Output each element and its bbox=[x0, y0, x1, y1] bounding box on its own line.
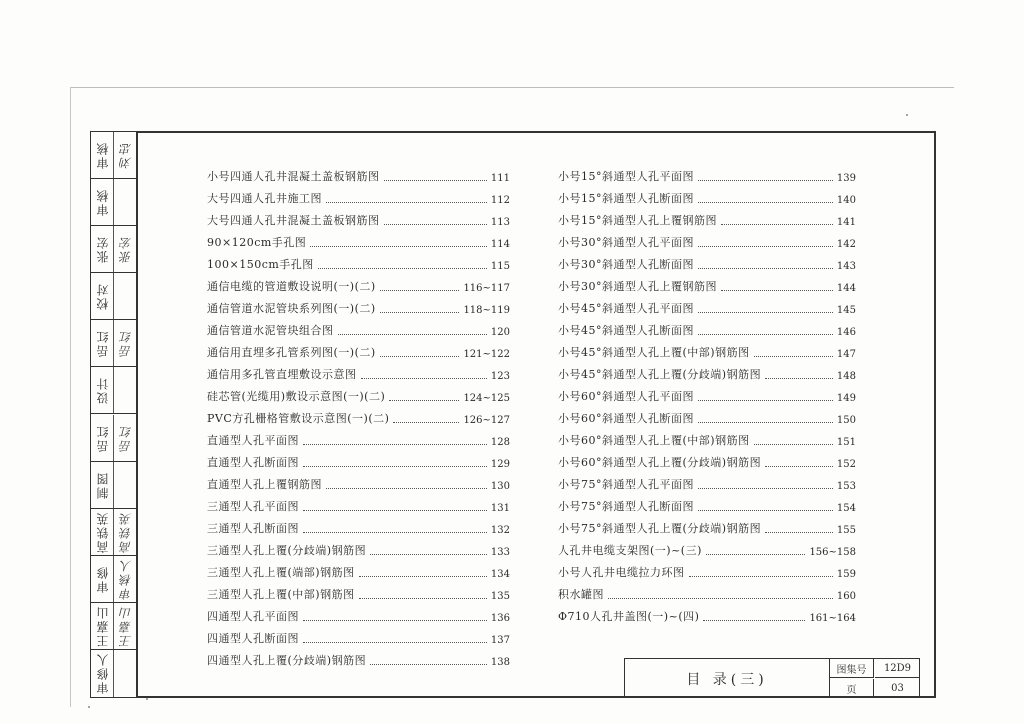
entry-page: 149 bbox=[836, 393, 856, 404]
toc-right-entry bbox=[558, 492, 856, 514]
leader-dots bbox=[698, 312, 833, 313]
approval-signature bbox=[114, 273, 136, 319]
entry-page: 150 bbox=[836, 415, 856, 426]
entry-title: 100×150cm手孔图 bbox=[207, 258, 314, 271]
approval-cell bbox=[91, 462, 137, 509]
entry-title: 小号60°斜通型人孔断面图 bbox=[558, 412, 694, 425]
approval-signature-text: 高铁英 bbox=[118, 510, 133, 553]
leader-dots bbox=[698, 180, 833, 181]
toc-left-entry bbox=[207, 426, 510, 448]
entry-page: 154 bbox=[836, 503, 856, 514]
entry-page: 146 bbox=[836, 327, 856, 338]
toc-left-entry bbox=[207, 206, 510, 228]
scan-speck bbox=[88, 706, 90, 708]
leader-dots bbox=[326, 202, 487, 203]
toc-right-entry bbox=[558, 316, 856, 338]
entry-title: 四通型人孔上覆(分歧端)钢筋图 bbox=[207, 654, 367, 667]
leader-dots bbox=[754, 356, 833, 357]
entry-page: 155 bbox=[836, 525, 856, 536]
sheet-left-edge bbox=[70, 87, 71, 707]
entry-page: 126~127 bbox=[463, 415, 510, 426]
leader-dots bbox=[765, 378, 833, 379]
approval-cell bbox=[91, 415, 137, 462]
toc-left-entry bbox=[207, 294, 510, 316]
entry-page: 129 bbox=[490, 459, 510, 470]
leader-dots bbox=[318, 268, 487, 269]
toc-left-entry bbox=[207, 404, 510, 426]
entry-title: 直通型人孔平面图 bbox=[207, 434, 299, 447]
approval-cell bbox=[91, 273, 137, 320]
entry-title: 小号60°斜通型人孔平面图 bbox=[558, 390, 694, 403]
page-label: 页 bbox=[830, 679, 874, 698]
toc-left-entry bbox=[207, 448, 510, 470]
approval-signature-text: 岳红 bbox=[118, 423, 133, 452]
approval-role bbox=[91, 603, 114, 649]
entry-page: 121~122 bbox=[463, 349, 510, 360]
entry-title: 通信用直埋多孔管系列图(一)(二) bbox=[207, 346, 376, 359]
toc-left-entry bbox=[207, 624, 510, 646]
approval-role bbox=[91, 273, 114, 319]
approval-role-text: 张宏 bbox=[95, 235, 110, 264]
leader-dots bbox=[393, 422, 459, 423]
entry-page: 115 bbox=[490, 261, 510, 272]
leader-dots bbox=[689, 576, 833, 577]
entry-title: 四通型人孔断面图 bbox=[207, 632, 299, 645]
entry-title: 小号45°斜通型人孔上覆(中部)钢筋图 bbox=[558, 346, 750, 359]
entry-page: 151 bbox=[836, 437, 856, 448]
entry-page: 142 bbox=[836, 239, 856, 250]
approval-cell bbox=[91, 367, 137, 414]
approval-role-text: 高铁英 bbox=[95, 510, 110, 553]
toc-right-entry bbox=[558, 602, 856, 624]
approval-role bbox=[91, 650, 114, 697]
toc-left-entry bbox=[207, 646, 510, 668]
entry-title: 通信管道水泥管块系列图(一)(二) bbox=[207, 302, 376, 315]
entry-title: 大号四通人孔井混凝土盖板钢筋图 bbox=[207, 214, 380, 227]
approval-cell bbox=[91, 132, 137, 179]
toc-left-entry bbox=[207, 382, 510, 404]
entry-page: 130 bbox=[490, 481, 510, 492]
toc-right-entry bbox=[558, 272, 856, 294]
approval-role bbox=[91, 462, 114, 508]
entry-page: 133 bbox=[490, 547, 510, 558]
entry-title: 通信用多孔管直埋敷设示意图 bbox=[207, 368, 357, 381]
entry-page: 137 bbox=[490, 635, 510, 646]
entry-page: 147 bbox=[836, 349, 856, 360]
leader-dots bbox=[389, 400, 459, 401]
entry-page: 120 bbox=[490, 327, 510, 338]
toc-right-entry bbox=[558, 470, 856, 492]
entry-title: 小号15°斜通型人孔上覆钢筋图 bbox=[558, 214, 717, 227]
entry-page: 118~119 bbox=[463, 305, 510, 316]
entry-page: 131 bbox=[490, 503, 510, 514]
approval-role bbox=[91, 415, 114, 461]
approval-signature bbox=[114, 367, 136, 413]
entry-page: 161~164 bbox=[809, 613, 856, 624]
approval-role-text: 审修人 bbox=[95, 652, 110, 695]
leader-dots bbox=[310, 246, 487, 247]
entry-title: 三通型人孔断面图 bbox=[207, 522, 299, 535]
entry-page: 132 bbox=[490, 525, 510, 536]
leader-dots bbox=[338, 334, 487, 335]
toc-right-entry bbox=[558, 250, 856, 272]
leader-dots bbox=[370, 664, 487, 665]
toc-right-entry bbox=[558, 206, 856, 228]
approval-role bbox=[91, 556, 114, 602]
leader-dots bbox=[384, 224, 487, 225]
approval-signature-text: 刘忠 bbox=[118, 141, 133, 170]
entry-title: 直通型人孔断面图 bbox=[207, 456, 299, 469]
approval-cell bbox=[91, 603, 137, 650]
toc-left-entry bbox=[207, 360, 510, 382]
approval-signature bbox=[114, 462, 136, 508]
approval-signature-text: 审核人 bbox=[118, 557, 133, 600]
entry-page: 116~117 bbox=[463, 283, 510, 294]
entry-page: 136 bbox=[490, 613, 510, 624]
scan-speck bbox=[146, 698, 148, 700]
entry-page: 141 bbox=[836, 217, 856, 228]
toc-right-entry bbox=[558, 536, 856, 558]
leader-dots bbox=[698, 334, 833, 335]
toc-right-entry bbox=[558, 558, 856, 580]
toc-right-entry bbox=[558, 404, 856, 426]
entry-page: 145 bbox=[836, 305, 856, 316]
toc-right-entry bbox=[558, 448, 856, 470]
sheet-top-edge bbox=[70, 87, 954, 88]
toc-right-entry bbox=[558, 294, 856, 316]
entry-title: 通信管道水泥管块组合图 bbox=[207, 324, 334, 337]
toc-left-entry bbox=[207, 250, 510, 272]
entry-title: 小号15°斜通型人孔平面图 bbox=[558, 170, 694, 183]
leader-dots bbox=[303, 642, 487, 643]
toc-left-entry bbox=[207, 558, 510, 580]
entry-page: 134 bbox=[490, 569, 510, 580]
entry-title: 小号30°斜通型人孔上覆钢筋图 bbox=[558, 280, 717, 293]
leader-dots bbox=[698, 268, 833, 269]
toc-left-entry bbox=[207, 492, 510, 514]
leader-dots bbox=[370, 554, 487, 555]
toc-left-entry bbox=[207, 162, 510, 184]
entry-title: 小号30°斜通型人孔平面图 bbox=[558, 236, 694, 249]
toc-left-entry bbox=[207, 602, 510, 624]
toc-left-entry bbox=[207, 580, 510, 602]
approval-role-text: 制图 bbox=[95, 470, 110, 499]
leader-dots bbox=[380, 356, 460, 357]
toc-left-entry bbox=[207, 272, 510, 294]
approval-cell bbox=[91, 509, 137, 556]
leader-dots bbox=[384, 180, 487, 181]
entry-title: 大号四通人孔井施工图 bbox=[207, 192, 322, 205]
leader-dots bbox=[361, 378, 487, 379]
toc-right-entry bbox=[558, 580, 856, 602]
entry-title: 90×120cm手孔图 bbox=[207, 236, 307, 249]
toc-right-entry bbox=[558, 426, 856, 448]
approval-role-text: 设计 bbox=[95, 376, 110, 405]
toc-left-entry bbox=[207, 536, 510, 558]
entry-title: 小号60°斜通型人孔上覆(分歧端)钢筋图 bbox=[558, 456, 762, 469]
approval-role bbox=[91, 226, 114, 272]
toc-left-entry bbox=[207, 514, 510, 536]
leader-dots bbox=[698, 400, 833, 401]
approval-column bbox=[90, 131, 138, 698]
approval-role-text: 岳红 bbox=[95, 423, 110, 452]
approval-role-text: 王嘉山 bbox=[95, 604, 110, 647]
toc-left-entry bbox=[207, 316, 510, 338]
entry-title: 小号四通人孔井混凝土盖板钢筋图 bbox=[207, 170, 380, 183]
entry-title: 小号45°斜通型人孔断面图 bbox=[558, 324, 694, 337]
leader-dots bbox=[359, 598, 487, 599]
entry-title: 人孔井电缆支架图(一)~(三) bbox=[558, 544, 702, 557]
leader-dots bbox=[698, 488, 833, 489]
approval-signature bbox=[114, 179, 136, 225]
entry-title: 硅芯管(光缆用)敷设示意图(一)(二) bbox=[207, 390, 386, 403]
leader-dots bbox=[703, 620, 805, 621]
approval-signature bbox=[114, 320, 136, 366]
approval-role bbox=[91, 367, 114, 413]
atlas-number-label: 图集号 bbox=[830, 659, 874, 678]
leader-dots bbox=[706, 554, 806, 555]
entry-page: 160 bbox=[836, 591, 856, 602]
toc-left-entry bbox=[207, 228, 510, 250]
entry-title: 三通型人孔上覆(分歧端)钢筋图 bbox=[207, 544, 367, 557]
entry-page: 111 bbox=[490, 173, 510, 184]
entry-title: 三通型人孔上覆(端部)钢筋图 bbox=[207, 566, 355, 579]
approval-role bbox=[91, 179, 114, 225]
leader-dots bbox=[303, 510, 487, 511]
leader-dots bbox=[608, 598, 833, 599]
entry-title: 通信电缆的管道敷设说明(一)(二) bbox=[207, 280, 376, 293]
entry-title: Φ710人孔井盖图(一)~(四) bbox=[558, 610, 700, 623]
toc-left-entry bbox=[207, 184, 510, 206]
toc-right-entry bbox=[558, 382, 856, 404]
entry-page: 123 bbox=[490, 371, 510, 382]
approval-role-text: 校对 bbox=[95, 282, 110, 311]
entry-page: 112 bbox=[490, 195, 510, 206]
leader-dots bbox=[303, 444, 487, 445]
approval-signature-text: 王嘉山 bbox=[118, 604, 133, 647]
approval-role bbox=[91, 509, 114, 555]
approval-signature bbox=[114, 132, 136, 178]
approval-cell bbox=[91, 650, 137, 697]
toc-right-entry bbox=[558, 228, 856, 250]
leader-dots bbox=[380, 312, 460, 313]
leader-dots bbox=[303, 620, 487, 621]
approval-signature bbox=[114, 226, 136, 272]
approval-signature bbox=[114, 509, 136, 555]
entry-title: PVC方孔栅格管敷设示意图(一)(二) bbox=[207, 412, 390, 425]
toc-right-entry bbox=[558, 360, 856, 382]
leader-dots bbox=[326, 488, 487, 489]
approval-signature bbox=[114, 603, 136, 649]
entry-title: 三通型人孔上覆(中部)钢筋图 bbox=[207, 588, 355, 601]
entry-title: 小号人孔井电缆拉力环图 bbox=[558, 566, 685, 579]
entry-title: 积水罐图 bbox=[558, 588, 604, 601]
entry-page: 156~158 bbox=[809, 547, 856, 558]
entry-page: 124~125 bbox=[463, 393, 510, 404]
toc-right-entry bbox=[558, 514, 856, 536]
title-block bbox=[624, 658, 920, 698]
entry-title: 小号60°斜通型人孔上覆(中部)钢筋图 bbox=[558, 434, 750, 447]
entry-page: 114 bbox=[490, 239, 510, 250]
leader-dots bbox=[303, 466, 487, 467]
leader-dots bbox=[721, 224, 833, 225]
entry-page: 143 bbox=[836, 261, 856, 272]
leader-dots bbox=[754, 444, 833, 445]
scan-speck bbox=[906, 114, 908, 116]
entry-page: 153 bbox=[836, 481, 856, 492]
entry-page: 113 bbox=[490, 217, 510, 228]
approval-role-text: 审核 bbox=[95, 141, 110, 170]
entry-title: 小号45°斜通型人孔上覆(分歧端)钢筋图 bbox=[558, 368, 762, 381]
entry-title: 直通型人孔上覆钢筋图 bbox=[207, 478, 322, 491]
toc-right-entry bbox=[558, 162, 856, 184]
entry-title: 小号75°斜通型人孔断面图 bbox=[558, 500, 694, 513]
entry-page: 148 bbox=[836, 371, 856, 382]
approval-cell bbox=[91, 556, 137, 603]
entry-page: 144 bbox=[836, 283, 856, 294]
approval-signature bbox=[114, 556, 136, 602]
atlas-number: 12D9 bbox=[875, 659, 920, 678]
approval-role-text: 岳红 bbox=[95, 329, 110, 358]
entry-page: 140 bbox=[836, 195, 856, 206]
approval-cell bbox=[91, 179, 137, 226]
approval-role bbox=[91, 132, 114, 178]
approval-signature bbox=[114, 415, 136, 461]
approval-role-text: 审核 bbox=[95, 188, 110, 217]
approval-signature-text: 张宏 bbox=[118, 235, 133, 264]
toc-left-entry bbox=[207, 470, 510, 492]
leader-dots bbox=[765, 466, 833, 467]
approval-signature bbox=[114, 650, 136, 697]
entry-title: 小号75°斜通型人孔上覆(分歧端)钢筋图 bbox=[558, 522, 762, 535]
sheet-title: 目 录(三) bbox=[625, 659, 830, 698]
entry-title: 小号45°斜通型人孔平面图 bbox=[558, 302, 694, 315]
toc-right-column bbox=[558, 162, 856, 624]
entry-page: 139 bbox=[836, 173, 856, 184]
approval-cell bbox=[91, 320, 137, 367]
leader-dots bbox=[380, 290, 460, 291]
entry-page: 135 bbox=[490, 591, 510, 602]
entry-title: 四通型人孔平面图 bbox=[207, 610, 299, 623]
toc-left-column bbox=[207, 162, 510, 668]
leader-dots bbox=[698, 202, 833, 203]
entry-title: 小号30°斜通型人孔断面图 bbox=[558, 258, 694, 271]
leader-dots bbox=[721, 290, 833, 291]
entry-title: 小号15°斜通型人孔断面图 bbox=[558, 192, 694, 205]
toc-right-entry bbox=[558, 184, 856, 206]
leader-dots bbox=[698, 422, 833, 423]
entry-page: 159 bbox=[836, 569, 856, 580]
entry-title: 三通型人孔平面图 bbox=[207, 500, 299, 513]
leader-dots bbox=[359, 576, 487, 577]
page-number: 03 bbox=[891, 683, 904, 694]
leader-dots bbox=[698, 246, 833, 247]
approval-role-text: 审修 bbox=[95, 564, 110, 593]
toc-right-entry bbox=[558, 338, 856, 360]
approval-cell bbox=[91, 226, 137, 273]
approval-signature-text: 岳红 bbox=[118, 329, 133, 358]
leader-dots bbox=[765, 532, 833, 533]
leader-dots bbox=[303, 532, 487, 533]
entry-page: 128 bbox=[490, 437, 510, 448]
entry-title: 小号75°斜通型人孔平面图 bbox=[558, 478, 694, 491]
approval-role bbox=[91, 320, 114, 366]
entry-page: 138 bbox=[490, 657, 510, 668]
entry-page: 152 bbox=[836, 459, 856, 470]
leader-dots bbox=[698, 510, 833, 511]
toc-left-entry bbox=[207, 338, 510, 360]
